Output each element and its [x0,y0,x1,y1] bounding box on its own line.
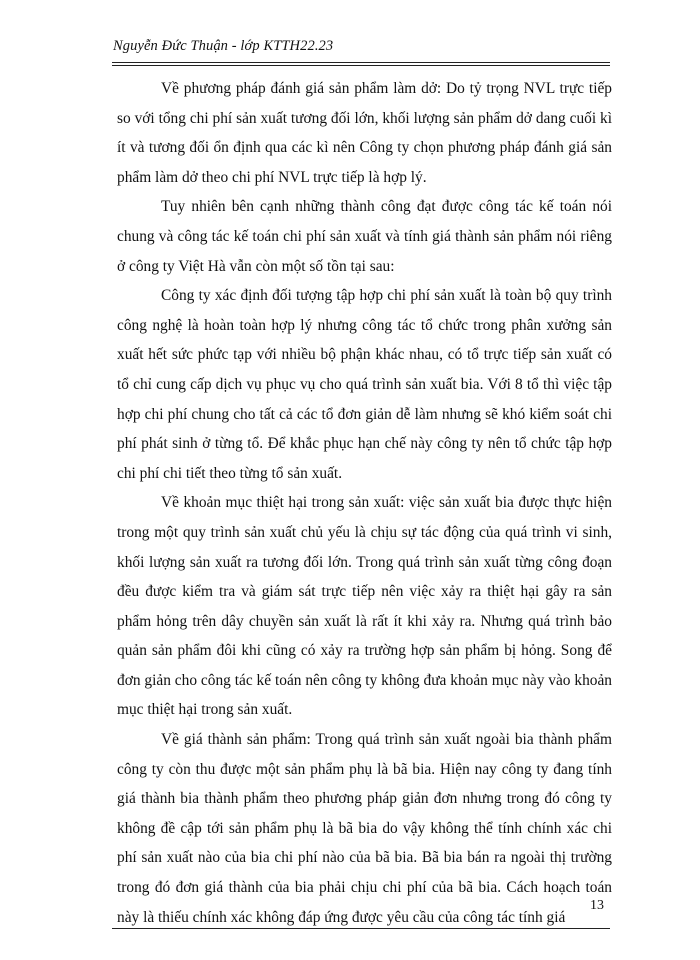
paragraph-product-cost: Về giá thành sản phẩm: Trong quá trình sản xuất ngoài bia thành phẩm công ty còn thu được một sản phẩm phụ là bã bia. Hiện nay công ty đang tính giá thành bia thành phẩm theo phương pháp giản đơn nhưng trong đó công ty không đề cập tới sản phẩm phụ là bã bia do vậy không thể tính chính xác chi phí sản xuất nào của bia chi phí nào của bã bia. Bã bia bán ra ngoài thị trường trong đó đơn giá thành của bia phải chịu chi phí của bã bia. Cách hoạch toán này là thiếu chính xác không đáp ứng được yêu cầu của công tác tính giá [117,731,612,926]
header-divider-secondary [112,65,610,66]
footer-divider [112,928,610,929]
paragraph-limitations-intro: Tuy nhiên bên cạnh những thành công đạt được công tác kế toán nói chung và công tác kế toán chi phí sản xuất và tính giá thành sản phẩm nói riêng ở công ty Việt Hà vẫn còn một số tồn tại sau: [117,198,612,275]
paragraph-wip-valuation: Về phương pháp đánh giá sản phẩm làm dở: Do tỷ trọng NVL trực tiếp so với tổng chi phí sản xuất tương đối lớn, khối lượng sản phẩm dở dang cuối kì ít và tương đối ổn định qua các kì nên Công ty chọn phương pháp đánh giá sản phẩm làm dở theo chi phí NVL trực tiếp là hợp lý. [117,80,612,186]
paragraph-production-loss: Về khoản mục thiệt hại trong sản xuất: việc sản xuất bia được thực hiện trong một quy trình sản xuất chủ yếu là chịu sự tác động của quá trình vi sinh, khối lượng sản xuất ra tương đối lớn. Trong quá trình sản xuất từng công đoạn đều được kiểm tra và giám sát trực tiếp nên việc xảy ra thiệt hại gây ra sản phẩm hỏng trên dây chuyền sản xuất là rất ít khi xảy ra. Nhưng quá trình bảo quản sản phẩm đôi khi cũng có xảy ra trường hợp sản phẩm bị hỏng. Song để đơn giản cho công tác kế toán nên công ty không đưa khoản mục này vào khoản mục thiệt hại trong sản xuất. [117,494,612,719]
running-header: Nguyễn Đức Thuận - lớp KTTH22.23 [113,38,334,54]
page-number: 13 [590,898,604,913]
header-divider [112,62,610,63]
paragraph-cost-object: Công ty xác định đối tượng tập hợp chi phí sản xuất là toàn bộ quy trình công nghệ là hoàn toàn hợp lý nhưng công tác tổ chức trong phân xưởng sản xuất hết sức phức tạp với nhiều bộ phận khác nhau, có tổ trực tiếp sản xuất có tổ chỉ cung cấp dịch vụ phục vụ cho quá trình sản xuất bia. Với 8 tổ thì việc tập hợp chi phí chung cho tất cả các tổ đơn giản dễ làm nhưng sẽ khó kiểm soát chi phí phát sinh ở từng tổ. Để khắc phục hạn chế này công ty nên tổ chức tập hợp chi phí chi tiết theo từng tổ sản xuất. [117,287,612,482]
body-text [117,74,612,932]
